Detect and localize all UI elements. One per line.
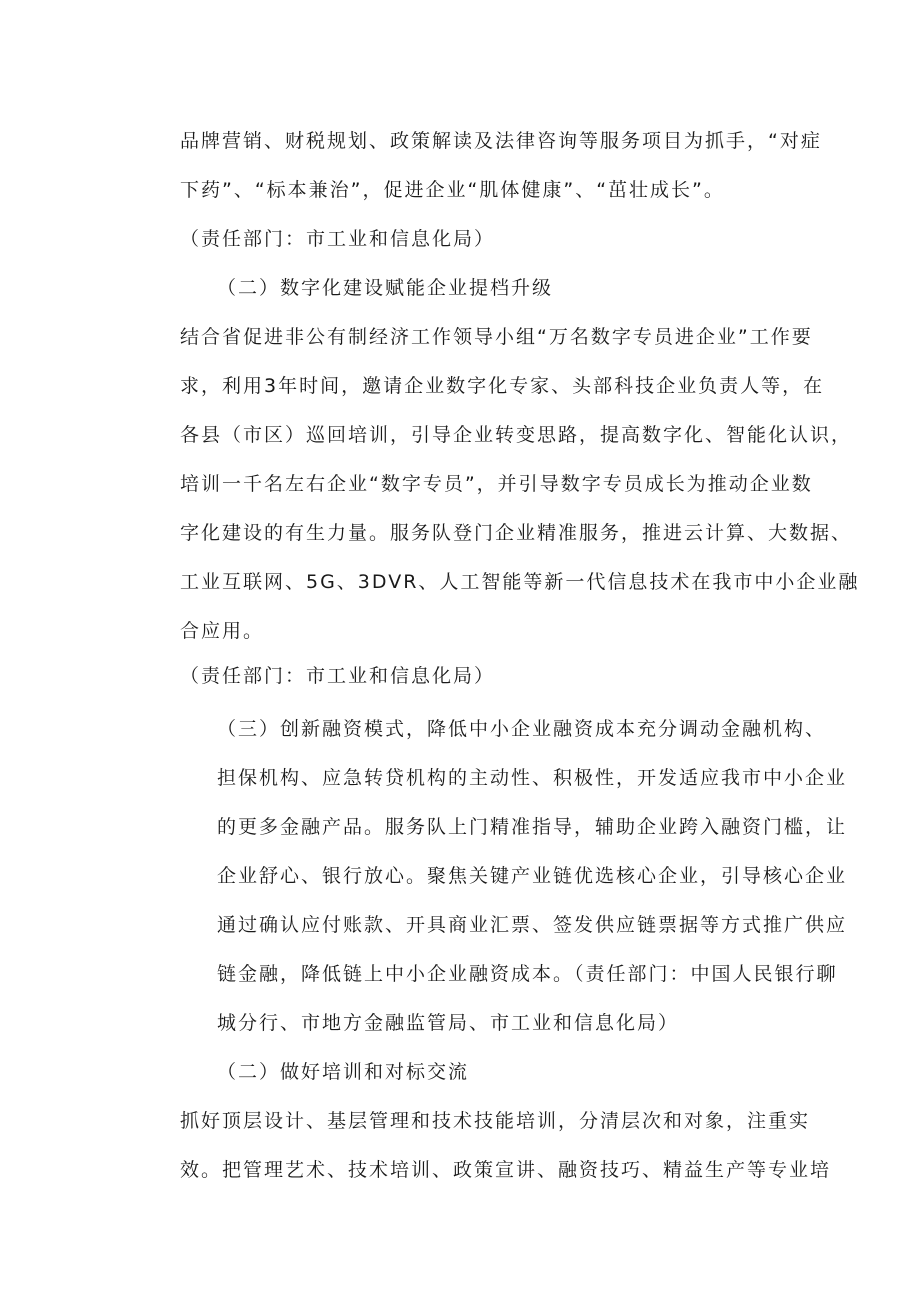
text-line: 的更多金融产品。服务队上门精准指导，辅助企业跨入融资门槛，让	[217, 816, 848, 838]
text-line: 工业互联网、5G、3DVR、人工智能等新一代信息技术在我市中小企业融	[180, 571, 860, 593]
text-line: 下药”、“标本兼治”，促进企业“肌体健康”、“茁壮成长”。	[180, 179, 725, 201]
text-line: 通过确认应付账款、开具商业汇票、签发供应链票据等方式推广供应	[217, 914, 848, 936]
text-line: 各县（市区）巡回培训，引导企业转变思路，提高数字化、智能化认识，	[180, 424, 853, 446]
text-line: 链金融，降低链上中小企业融资成本。（责任部门：中国人民银行聊	[217, 963, 838, 985]
text-line: 城分行、市地方金融监管局、市工业和信息化局）	[217, 1012, 680, 1034]
text-line: 字化建设的有生力量。服务队登门企业精准服务，推进云计算、大数据、	[180, 522, 853, 544]
text-line: 求，利用3年时间，邀请企业数字化专家、头部科技企业负责人等，在	[180, 375, 825, 397]
text-line: 抓好顶层设计、基层管理和技术技能培训，分清层次和对象，注重实	[180, 1110, 811, 1132]
section-heading: （二）做好培训和对标交流	[217, 1061, 470, 1083]
text-line: （责任部门：市工业和信息化局）	[180, 665, 496, 687]
text-line: 合应用。	[180, 620, 265, 642]
text-line: 效。把管理艺术、技术培训、政策宣讲、融资技巧、精益生产等专业培	[180, 1159, 832, 1181]
text-line: 企业舒心、银行放心。聚焦关键产业链优选核心企业，引导核心企业	[217, 865, 848, 887]
text-line: （责任部门：市工业和信息化局）	[180, 228, 496, 250]
text-line: 担保机构、应急转贷机构的主动性、积极性，开发适应我市中小企业	[217, 767, 848, 789]
text-line: 品牌营销、财税规划、政策解读及法律咨询等服务项目为抓手，“对症	[180, 130, 822, 152]
text-line: 结合省促进非公有制经济工作领导小组“万名数字专员进企业”工作要	[180, 326, 813, 348]
section-heading: （三）创新融资模式，降低中小企业融资成本充分调动金融机构、	[217, 718, 827, 740]
text-line: 培训一千名左右企业“数字专员”，并引导数字专员成长为推动企业数	[180, 473, 813, 495]
section-heading: （二）数字化建设赋能企业提档升级	[217, 277, 554, 299]
